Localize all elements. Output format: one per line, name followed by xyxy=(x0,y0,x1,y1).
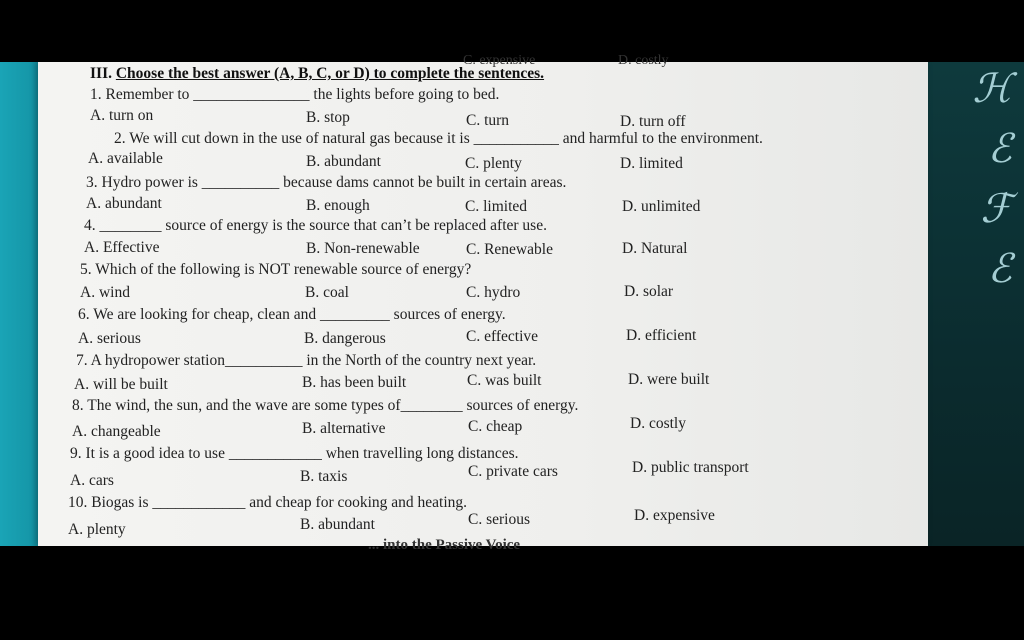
option-7b: B. has been built xyxy=(302,374,407,391)
option-9d: D. public transport xyxy=(632,459,749,476)
question-5: 5. Which of the following is NOT renewable source of energy? xyxy=(80,261,472,278)
option-10b: B. abundant xyxy=(300,516,375,533)
option-6d: D. efficient xyxy=(626,327,697,344)
swirl-ornament-icon: ℰ xyxy=(987,246,1012,292)
section-heading: III. Choose the best answer (A, B, C, or D) to complete the sentences. xyxy=(90,65,545,82)
option-8b: B. alternative xyxy=(302,420,386,437)
option-6a: A. serious xyxy=(78,330,141,347)
option-9a: A. cars xyxy=(70,472,114,489)
cut-option-c: C. expensive xyxy=(463,53,536,68)
option-6c: C. effective xyxy=(466,328,539,345)
swirl-ornament-icon: ℋ xyxy=(972,66,1012,112)
option-5a: A. wind xyxy=(80,284,130,301)
question-1: 1. Remember to _______________ the lights before going to bed. xyxy=(90,86,500,103)
option-4b: B. Non-renewable xyxy=(306,240,420,257)
option-3d: D. unlimited xyxy=(622,198,701,215)
option-5d: D. solar xyxy=(624,283,674,300)
option-5b: B. coal xyxy=(305,284,349,301)
option-8a: A. changeable xyxy=(72,423,161,440)
option-7a: A. will be built xyxy=(74,376,168,393)
question-3: 3. Hydro power is __________ because dams cannot be built in certain areas. xyxy=(86,174,567,191)
option-9b: B. taxis xyxy=(300,468,348,485)
swirl-ornament-icon: ℰ xyxy=(987,126,1012,172)
question-10: 10. Biogas is ____________ and cheap for cooking and heating. xyxy=(68,494,468,511)
option-9c: C. private cars xyxy=(468,463,558,480)
question-6: 6. We are looking for cheap, clean and _________ sources of energy. xyxy=(78,306,506,323)
option-10d: D. expensive xyxy=(634,507,715,524)
option-4d: D. Natural xyxy=(622,240,688,257)
section-instruction: Choose the best answer (A, B, C, or D) to complete the sentences. xyxy=(115,65,545,82)
option-4c: C. Renewable xyxy=(466,241,553,258)
cut-option-d: D. costly xyxy=(618,53,669,68)
option-2b: B. abundant xyxy=(306,153,381,170)
swirl-ornament-icon: ℱ xyxy=(980,186,1012,232)
option-6b: B. dangerous xyxy=(304,330,386,347)
option-2d: D. limited xyxy=(620,155,683,172)
next-section-cut: ... into the Passive Voice xyxy=(368,537,521,553)
question-9: 9. It is a good idea to use ____________ when travelling long distances. xyxy=(70,445,519,462)
option-2c: C. plenty xyxy=(465,155,522,172)
option-3a: A. abundant xyxy=(86,195,162,212)
option-10c: C. serious xyxy=(468,511,530,528)
option-1b: B. stop xyxy=(306,109,350,126)
option-5c: C. hydro xyxy=(466,284,521,301)
option-8d: D. costly xyxy=(630,415,686,432)
option-1c: C. turn xyxy=(466,112,510,129)
option-1a: A. turn on xyxy=(90,107,154,124)
question-8: 8. The wind, the sun, and the wave are some types of________ sources of energy. xyxy=(72,397,579,414)
option-2a: A. available xyxy=(88,150,163,167)
option-1d: D. turn off xyxy=(620,113,686,130)
worksheet-paper xyxy=(38,53,928,553)
question-4: 4. ________ source of energy is the source that can’t be replaced after use. xyxy=(84,217,547,234)
option-10a: A. plenty xyxy=(68,521,126,538)
option-7c: C. was built xyxy=(467,372,542,389)
option-3b: B. enough xyxy=(306,197,370,214)
option-3c: C. limited xyxy=(465,198,527,215)
question-2: 2. We will cut down in the use of natural gas because it is ___________ and harmful to the environment. xyxy=(114,130,763,147)
option-7d: D. were built xyxy=(628,371,710,388)
option-8c: C. cheap xyxy=(468,418,523,435)
photo-background xyxy=(0,53,1024,553)
question-7: 7. A hydropower station__________ in the North of the country next year. xyxy=(76,352,537,369)
option-4a: A. Effective xyxy=(84,239,160,256)
